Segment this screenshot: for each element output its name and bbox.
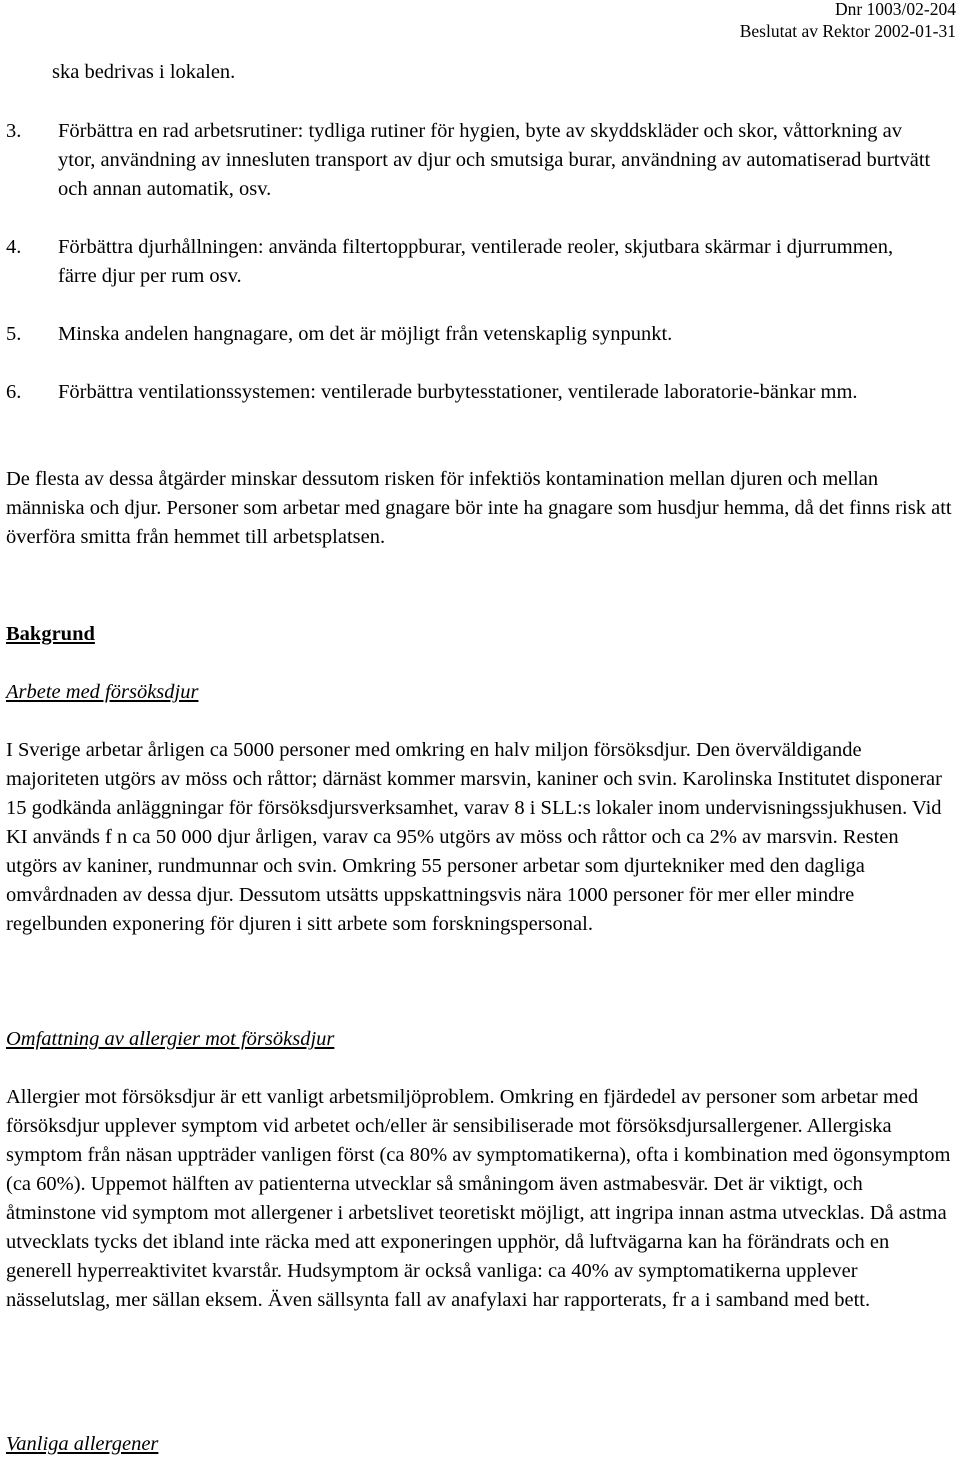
list-item-number: 5. [6,323,22,345]
list-item-text: Förbättra ventilationssystemen: ventilerade burbytesstationer, ventilerade laboratorie-bänkar mm. [58,381,858,403]
list-item-text: Minska andelen hangnagare, om det är möjligt från vetenskaplig synpunkt. [58,323,673,345]
decision-date: Beslutat av Rektor 2002-01-31 [739,21,956,41]
list-item [6,320,936,349]
list-item [6,378,886,407]
list-item-number: 4. [6,236,22,258]
document-number: Dnr 1003/02-204 [834,0,956,19]
intro-line: ska bedrivas i lokalen. [52,61,236,83]
list-item [6,117,936,204]
list-item-text: Förbättra en rad arbetsrutiner: tydliga rutiner för hygien, byte av skyddskläder och skor, våttorkning av ytor, användning av innesluten transport av djur och smutsiga burar, användning av automatiserad burtvätt och annan automatik, osv. [58,120,931,200]
list-item [6,233,936,291]
subsection-title: Omfattning av allergier mot försöksdjur [6,1028,335,1050]
summary-paragraph: De flesta av dessa åtgärder minskar dessutom risken för infektiös kontamination mellan djuren och mellan människa och djur. Personer som arbetar med gnagare bör inte ha gnagare som husdjur hemma, då det finns risk att överföra smitta från hemmet till arbetsplatsen. [6,468,952,548]
subsection-body: Allergier mot försöksdjur är ett vanligt arbetsmiljöproblem. Omkring en fjärdedel av personer som arbetar med försöksdjur upplever symptom vid arbetet och/eller är sensibiliserade mot försöksdjursallergener. Allergiska symptom från näsan uppträder vanligen först (ca 80% av symptomatikerna), ofta i kombination med ögonsymptom (ca 60%). Uppemot hälften av patienterna utvecklar så småningom även astmabesvär. Det är viktigt, och åtminstone vid symptom mot allergener i arbetslivet teoretiskt möjligt, att ingripa innan astma utvecklas. Då astma utvecklats tycks det ibland inte räcka med att exponeringen upphör, då luftvägarna kan ha förändrats och en generell hyperreaktivitet kvarstår. Hudsymptom är också vanliga: ca 40% av symptomatikerna upplever nässelutslag, mer sällan eksem. Även sällsynta fall av anafylaxi har rapporterats, fr a i samband med bett. [6,1086,951,1311]
subsection-title: Arbete med försöksdjur [6,681,199,703]
document-header [740,0,956,42]
list-item-number: 3. [6,120,22,142]
list-item-text: Förbättra djurhållningen: använda filtertoppburar, ventilerade reoler, skjutbara skärmar i djurrummen, färre djur per rum osv. [58,236,894,287]
subsection-body: I Sverige arbetar årligen ca 5000 personer med omkring en halv miljon försöksdjur. Den överväldigande majoriteten utgörs av möss och råttor; därnäst kommer marsvin, kaniner och svin. Karolinska Institutet disponerar 15 godkända anläggningar för försöksdjursverksamhet, varav 8 i SLL:s lokaler inom undervisningssjukhusen. Vid KI används f n ca 50 000 djur årligen, varav ca 95% utgörs av möss och råttor och ca 2% av marsvin. Resten utgörs av kaniner, rundmunnar och svin. Omkring 55 personer arbetar som djurtekniker med den dagliga omvårdnaden av dessa djur. Dessutom utsätts uppskattningsvis nära 1000 personer för mer eller mindre regelbunden exponering för djuren i sitt arbete som forskningspersonal. [6,739,942,935]
section-heading: Bakgrund [6,623,95,645]
list-item-number: 6. [6,381,22,403]
subsection-title: Vanliga allergener [6,1433,159,1455]
